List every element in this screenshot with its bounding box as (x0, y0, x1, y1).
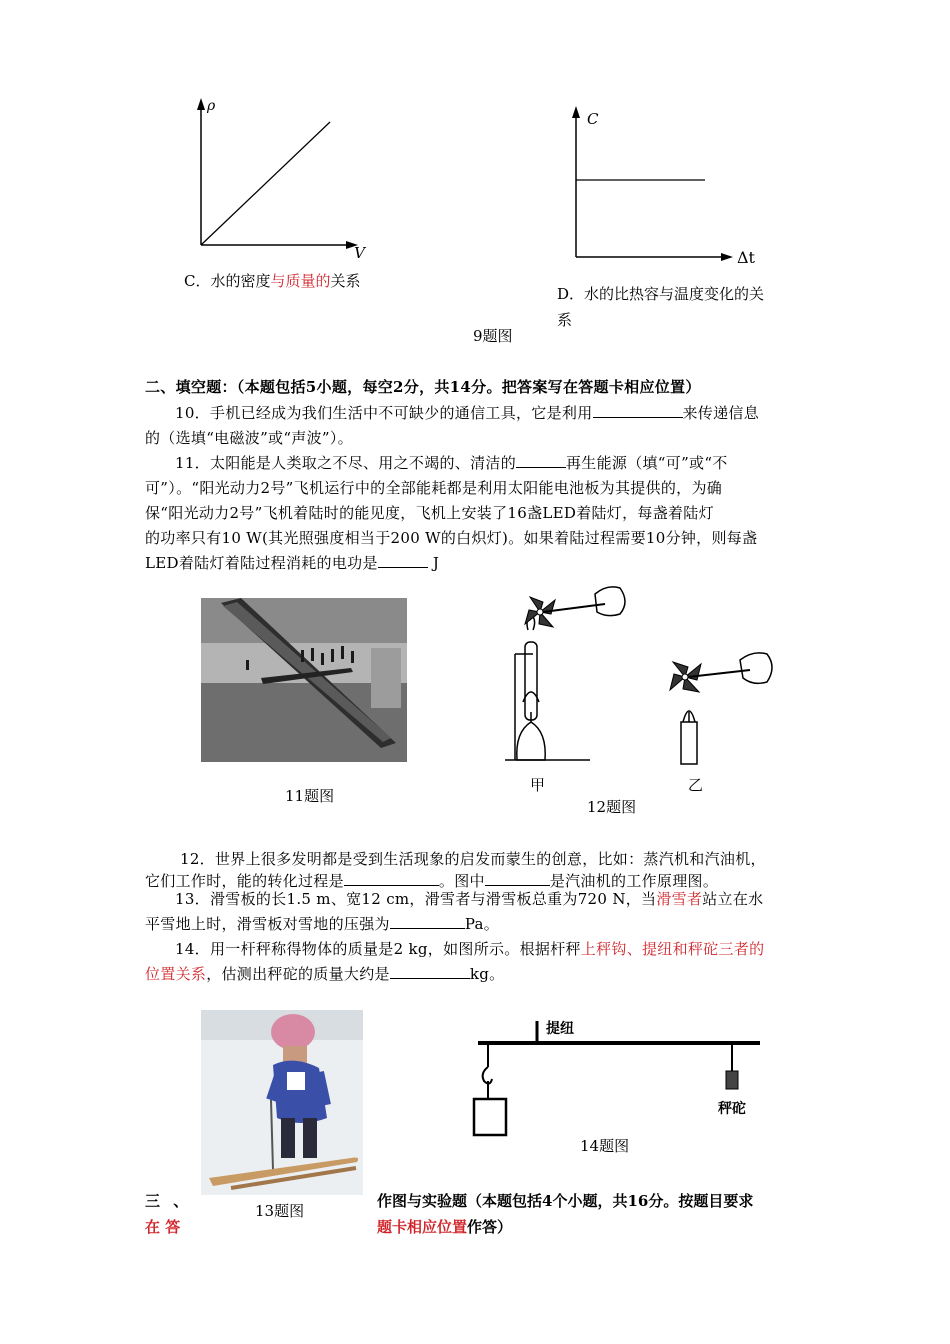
q13-line2-b: Pa。 (464, 915, 500, 933)
graph-c-x-label: V (354, 244, 365, 262)
q14-line1-a: 14．用一杆秤称得物体的质量是2 kg，如图所示。根据杆秤 (175, 940, 581, 958)
q10-answer-blank[interactable] (593, 403, 683, 418)
q11-answer-blank-1[interactable] (516, 453, 566, 468)
q14-line2-b: kg。 (469, 965, 505, 983)
steelyard-figure (470, 1015, 770, 1145)
q13-line2-a: 平雪地上时，滑雪板对雪地的压强为 (145, 915, 390, 933)
q10-text (145, 401, 810, 451)
hand-jia (595, 587, 625, 616)
q11-answer-blank-2[interactable] (378, 553, 428, 568)
graph-d-caption-line1: D．水的比热容与温度变化的关 (557, 285, 765, 303)
q14-line2-a: ，估测出秤砣的质量大约是 (206, 965, 390, 983)
q14-answer-blank[interactable] (390, 964, 470, 979)
q11-figure-label: 11题图 (285, 787, 335, 805)
hand-yi (740, 653, 772, 683)
q11-line5-b: J (432, 554, 440, 572)
child-skier-photo (201, 1010, 363, 1195)
q11-line1-a: 11．太阳能是人类取之不尽、用之不竭的、清洁的 (175, 454, 516, 472)
pinwheel-experiment-figure (495, 572, 800, 772)
q11-line3: 保“阳光动力2号”飞机着陆时的能见度，飞机上安装了16盏LED着陆灯，每盏着陆灯 (145, 504, 714, 522)
q11-line2: 可”）。“阳光动力2号”飞机运行中的全部能耗都是利用太阳能电池板为其提供的，为确 (145, 479, 723, 497)
graph-d-caption (557, 281, 764, 333)
q13-text (145, 887, 810, 937)
q13-answer-blank[interactable] (390, 914, 465, 929)
q11-line4: 的功率只有10 W(其光照强度相当于200 W的白炽灯)。如果着陆过程需要10分钟，则每盏 (145, 529, 758, 547)
q14-line2-red: 位置关系 (145, 965, 207, 983)
q12-line2-a: 它们工作时，能的转化过程是 (145, 872, 344, 890)
label-tiniu: 提纽 (546, 1021, 574, 1037)
graph-heat-capacity (560, 100, 760, 270)
q11-line1-b: 再生能源（填“可”或“不 (566, 454, 728, 472)
q13-line1-b: 站立在水 (702, 890, 764, 908)
graph-c-caption-post: 关系 (330, 272, 361, 290)
hanging-object (474, 1099, 506, 1135)
label-jia: 甲 (530, 776, 546, 794)
q12-line2-c: 是汽油机的工作原理图。 (549, 872, 719, 890)
q12-line1: 12．世界上很多发明都是受到生活现象的启发而蒙生的创意，比如：蒸汽机和汽油机， (180, 850, 766, 868)
graph-c-caption-pre: C．水的密度 (184, 272, 271, 290)
graph-d-x-label: Δt (737, 248, 755, 267)
q9-figure-label: 9题图 (473, 327, 513, 345)
section3-prefix-2: 在 答 (145, 1218, 181, 1236)
section2-heading: 二、填空题：（本题包括5小题，每空2分，共14分。把答案写在答题卡相应位置） (145, 378, 701, 396)
graph-density-volume (185, 92, 370, 267)
q10-text-a: 10．手机已经成为我们生活中不可缺少的通信工具，它是利用 (175, 404, 593, 422)
q11-text (145, 451, 810, 576)
q14-figure-label: 14题图 (580, 1137, 630, 1155)
graph-d-caption-line2: 系 (557, 311, 573, 329)
q12-text (145, 848, 810, 892)
q13-figure-label: 13题图 (255, 1202, 305, 1220)
solar-plane-photo (201, 598, 407, 762)
q10-text-b: 来传递信息 (682, 404, 760, 422)
experiment-jia (505, 614, 590, 760)
graph-c-y-label: ρ (207, 98, 216, 114)
q14-line1-red: 上秤钩、提纽和秤砣三者的 (580, 940, 765, 958)
experiment-yi (681, 711, 697, 764)
q12-figure-label: 12题图 (587, 798, 637, 816)
q13-line1-red: 滑雪者 (656, 890, 703, 908)
q14-text (145, 937, 810, 987)
q12-answer-blank-2[interactable] (485, 871, 550, 886)
q12-line2-b: 。图中 (438, 872, 485, 890)
section3-line1: 作图与实验题（本题包括4个小题，共16分。按题目要求 (377, 1192, 754, 1210)
section3-heading (377, 1188, 817, 1240)
section3-prefix-1: 三 、 (145, 1192, 193, 1210)
section3-prefix (145, 1188, 192, 1240)
counterweight (726, 1071, 738, 1089)
graph-c-caption (184, 270, 361, 291)
section3-line2-b: 作答） (467, 1218, 513, 1236)
label-yi: 乙 (688, 776, 704, 794)
q13-line1-a: 13．滑雪板的长1.5 m、宽12 cm，滑雪者与滑雪板总重为720 N，当 (175, 890, 657, 908)
section3-line2-red: 题卡相应位置 (377, 1218, 468, 1236)
graph-c-caption-red: 与质量的 (270, 272, 331, 290)
q12-answer-blank-1[interactable] (344, 871, 439, 886)
label-chengtuo: 秤砣 (718, 1101, 746, 1117)
q10-text-c: 的（选填“电磁波”或“声波”）。 (145, 429, 353, 447)
graph-d-y-label: C (587, 110, 599, 128)
q11-line5-a: LED着陆灯着陆过程消耗的电功是 (145, 554, 378, 572)
